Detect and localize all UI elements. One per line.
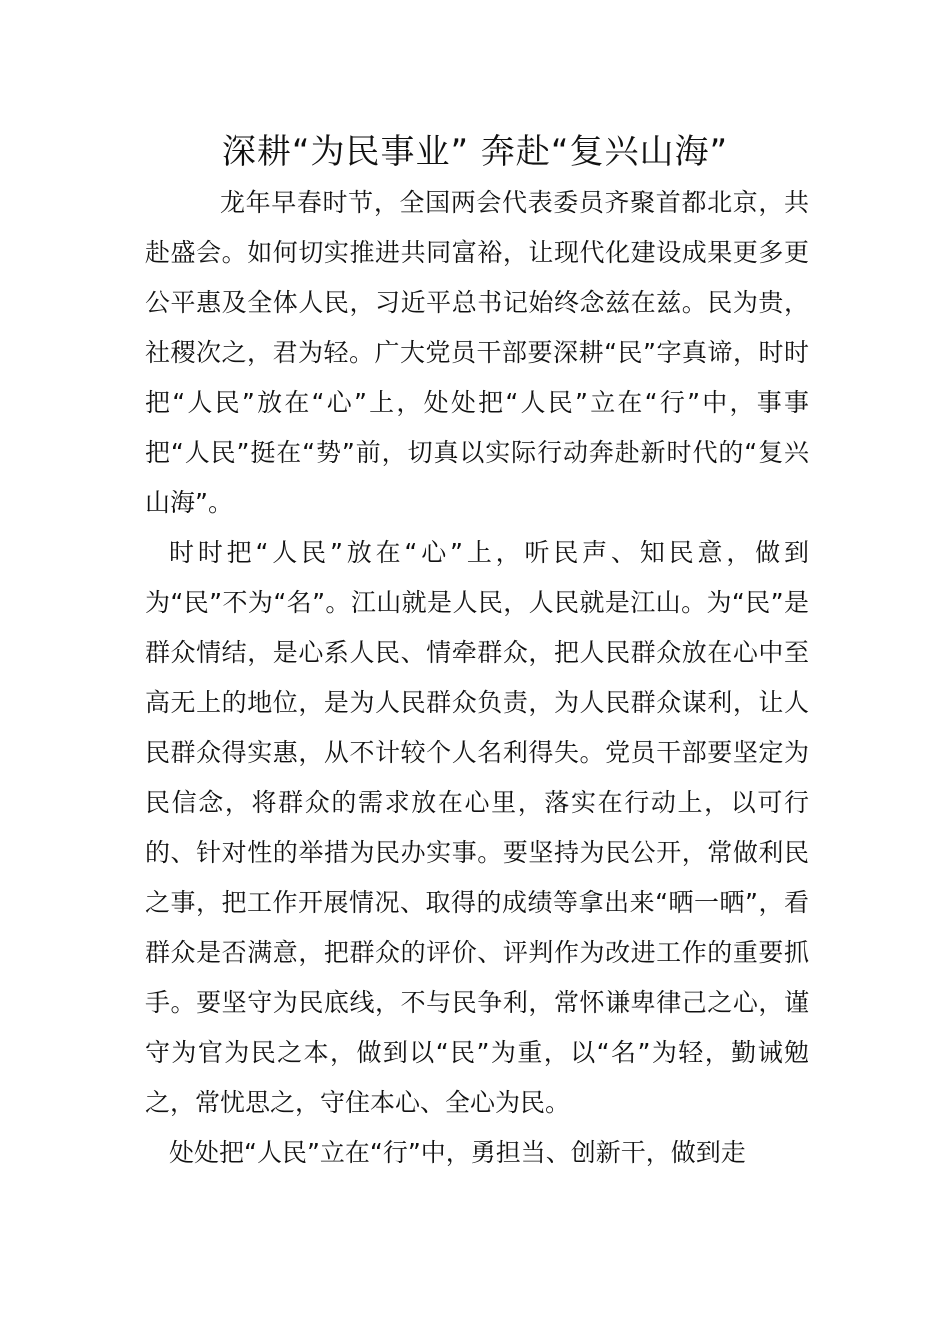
paragraph-3: 处处把“人民”立在“行”中，勇担当、创新干，做到走	[169, 1138, 746, 1167]
paragraph-2: 时时把“人民”放在“心”上，听民声、知民意，做到为“民”不为“名”。江山就是人民，人民就是江山。为“民”是群众情结，是心系人民、情牵群众，把人民群众放在心中至高无上的地位，是为人民群众负责，为人民群众谋利，让人民群众得实惠，从不计较个人名利得失。党员干部要坚定为民信念，将群众的需求放在心里，落实在行动上，以可行的、针对性的举措为民办实事。要坚持为民公开，常做利民之事，把工作开展情况、取得的成绩等拿出来“晒一晒”，看群众是否满意，把群众的评价、评判作为改进工作的重要抓手。要坚守为民底线，不与民争利，常怀谦卑律己之心，谨守为官为民之本，做到以“民”为重，以“名”为轻，勤诫勉之，常忧思之，守住本心、全心为民。	[145, 538, 809, 1117]
document-title: 深耕“为民事业” 奔赴“复兴山海”	[221, 132, 729, 172]
paragraph-1: 龙年早春时节，全国两会代表委员齐聚首都北京，共赴盛会。如何切实推进共同富裕，让现代化建设成果更多更公平惠及全体人民，习近平总书记始终念兹在兹。民为贵，社稷次之，君为轻。广大党员干部要深耕“民”字真谛，时时把“人民”放在“心”上，处处把“人民”立在“行”中，事事把“人民”挺在“势”前，切真以实际行动奔赴新时代的“复兴山海”。	[145, 188, 809, 517]
document-body	[145, 178, 809, 1178]
